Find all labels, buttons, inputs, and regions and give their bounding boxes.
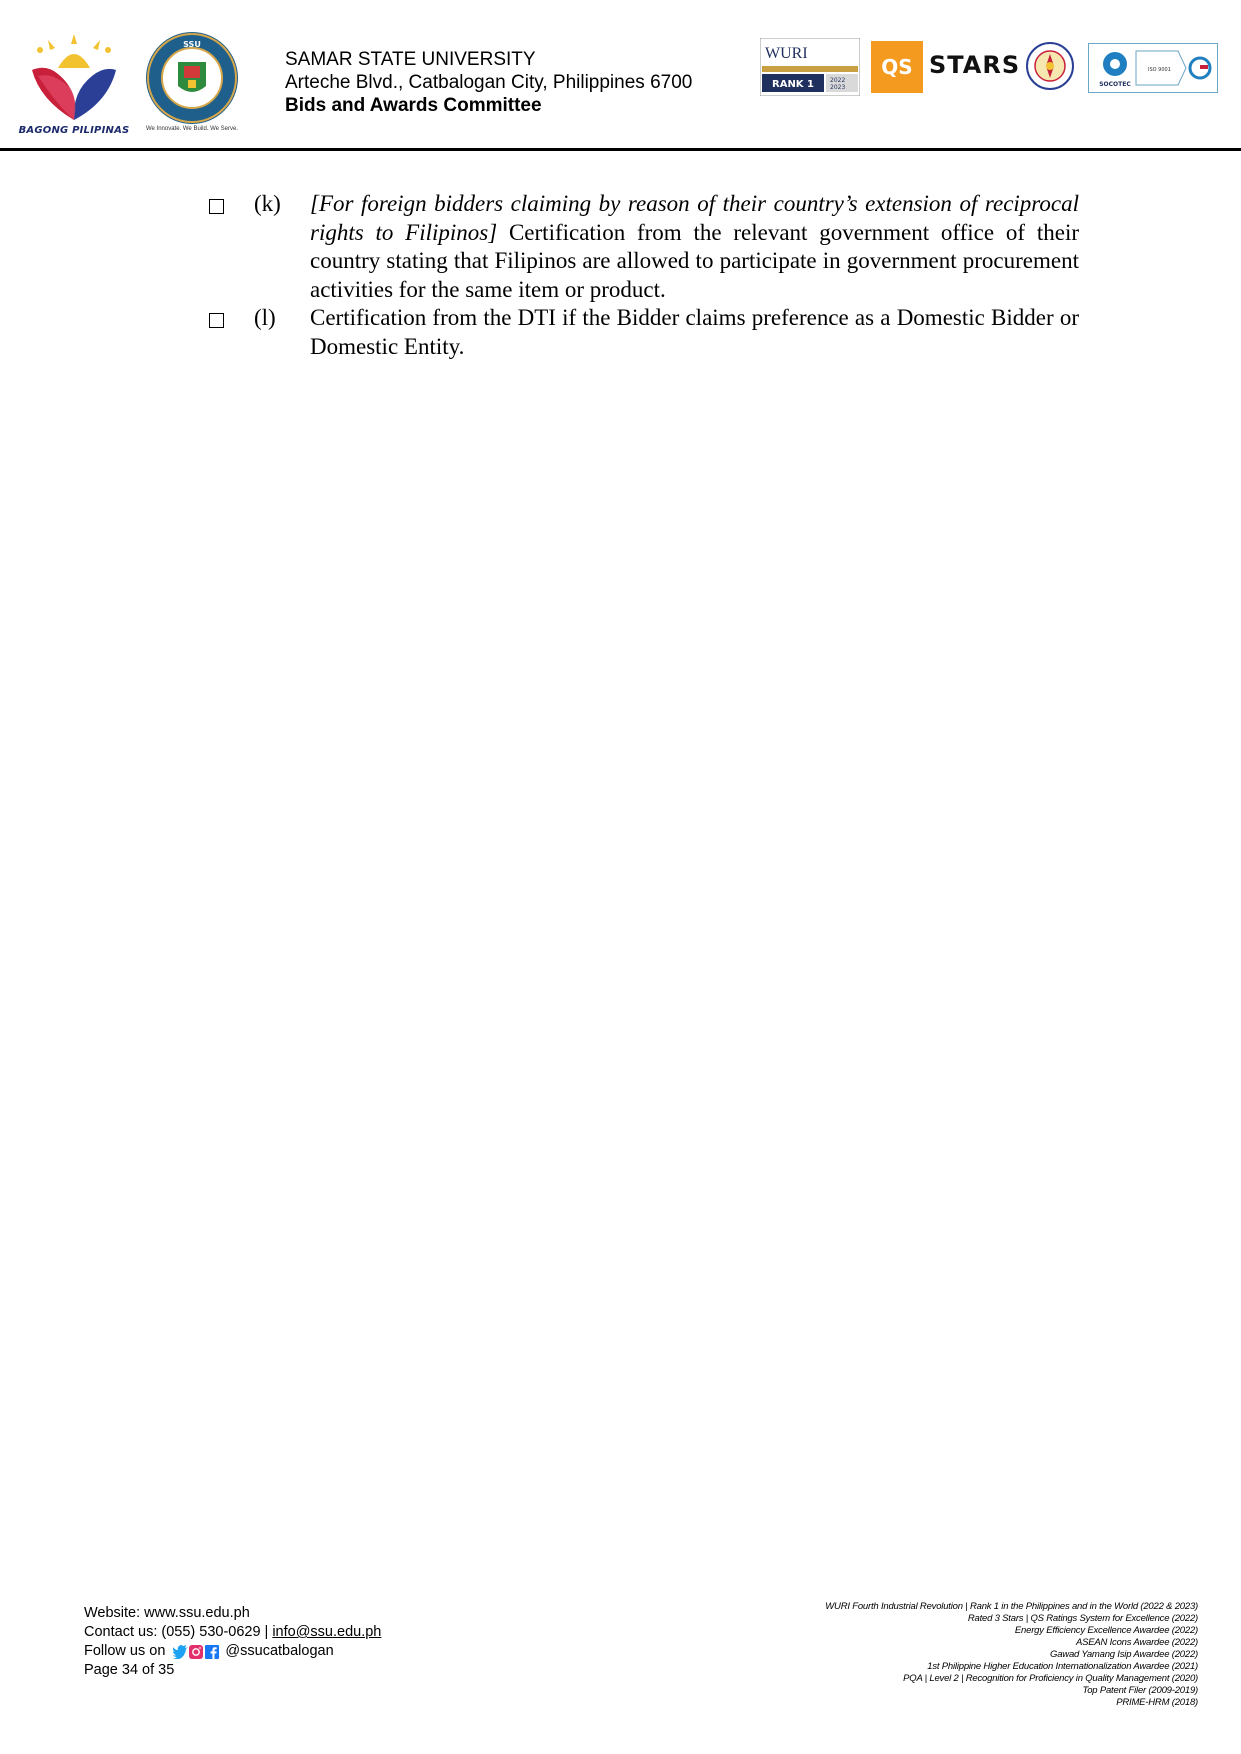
qs-stars-text: STARS bbox=[929, 51, 1021, 79]
letterhead-text bbox=[285, 48, 692, 117]
footer-website[interactable]: Website: www.ssu.edu.ph bbox=[84, 1605, 250, 1621]
footer-social-row bbox=[84, 1642, 381, 1661]
footer-follow-text: Follow us on bbox=[84, 1643, 166, 1659]
award-line: PQA | Level 2 | Recognition for Proficiency in Quality Management (2020) bbox=[903, 1673, 1198, 1684]
page-number: Page 34 of 35 bbox=[84, 1662, 175, 1678]
item-body-text: Certification from the relevant government office of their country stating that Filipinos are allowed to participate in government procurement activities for the same item or product. bbox=[310, 219, 1079, 302]
pqa-seal-logo bbox=[1025, 36, 1075, 96]
award-line: WURI Fourth Industrial Revolution | Rank 1 in the Philippines and in the World (2022 & 2023) bbox=[825, 1601, 1198, 1612]
social-icons bbox=[173, 1645, 219, 1659]
award-line: Top Patent Filer (2009-2019) bbox=[1082, 1685, 1198, 1696]
bagong-pilipinas-logo bbox=[18, 30, 130, 142]
svg-text:SOCOTEC: SOCOTEC bbox=[1099, 81, 1131, 88]
svg-text:2022: 2022 bbox=[830, 77, 846, 84]
svg-text:SSU: SSU bbox=[183, 40, 201, 49]
award-line: ASEAN Icons Awardee (2022) bbox=[1075, 1637, 1198, 1648]
page-header bbox=[0, 0, 1241, 152]
iso-certification-badge bbox=[1088, 43, 1218, 93]
svg-text:RANK 1: RANK 1 bbox=[772, 79, 814, 90]
university-name: SAMAR STATE UNIVERSITY bbox=[285, 49, 536, 70]
ssu-seal-logo bbox=[140, 30, 244, 142]
svg-text:2023: 2023 bbox=[830, 84, 846, 91]
qs-logo bbox=[871, 41, 923, 93]
checkbox[interactable] bbox=[209, 199, 224, 214]
footer-contact-text: Contact us: (055) 530-0629 | bbox=[84, 1624, 269, 1640]
item-label: (l) bbox=[254, 305, 276, 330]
footer-contact bbox=[84, 1604, 381, 1680]
university-address: Arteche Blvd., Catbalogan City, Philippines 6700 bbox=[285, 72, 693, 93]
wuri-text-glyph: WURI bbox=[765, 45, 808, 62]
item-body-text: Certification from the DTI if the Bidder claims preference as a Domestic Bidder or Domestic Entity. bbox=[310, 305, 1079, 359]
svg-text:QS: QS bbox=[881, 55, 913, 79]
award-line: PRIME-HRM (2018) bbox=[1116, 1697, 1198, 1708]
twitter-icon[interactable] bbox=[173, 1645, 187, 1659]
item-text bbox=[310, 190, 1079, 304]
footer-social-handle[interactable]: @ssucatbalogan bbox=[225, 1643, 334, 1659]
instagram-icon[interactable] bbox=[189, 1645, 203, 1659]
footer-email-link[interactable]: info@ssu.edu.ph bbox=[272, 1624, 382, 1640]
ssu-tagline: We Innovate. We Build. We Serve. bbox=[145, 126, 239, 132]
footer-awards bbox=[825, 1601, 1198, 1709]
award-line: Energy Efficiency Excellence Awardee (2022) bbox=[1014, 1625, 1198, 1636]
checkbox[interactable] bbox=[209, 313, 224, 328]
committee-name: Bids and Awards Committee bbox=[285, 95, 542, 116]
header-divider bbox=[0, 148, 1241, 151]
requirement-item-l bbox=[209, 304, 1079, 364]
requirement-item-k bbox=[209, 190, 1079, 306]
footer-contact-row bbox=[84, 1623, 381, 1642]
award-line: 1st Philippine Higher Education Internationalization Awardee (2021) bbox=[927, 1661, 1198, 1672]
item-italic-text: [For foreign bidders claiming by reason of their country’s extension of reciprocal rights to Filipinos] bbox=[310, 191, 1079, 245]
item-label: (k) bbox=[254, 191, 281, 216]
item-text bbox=[310, 304, 1079, 361]
svg-text:ISO 9001: ISO 9001 bbox=[1148, 67, 1171, 73]
bagong-pilipinas-caption: BAGONG PILIPINAS bbox=[18, 125, 130, 136]
award-line: Rated 3 Stars | QS Ratings System for Excellence (2022) bbox=[967, 1613, 1198, 1624]
wuri-rank-badge bbox=[760, 38, 860, 96]
award-line: Gawad Yamang Isip Awardee (2022) bbox=[1050, 1649, 1198, 1660]
facebook-icon[interactable] bbox=[205, 1645, 219, 1659]
